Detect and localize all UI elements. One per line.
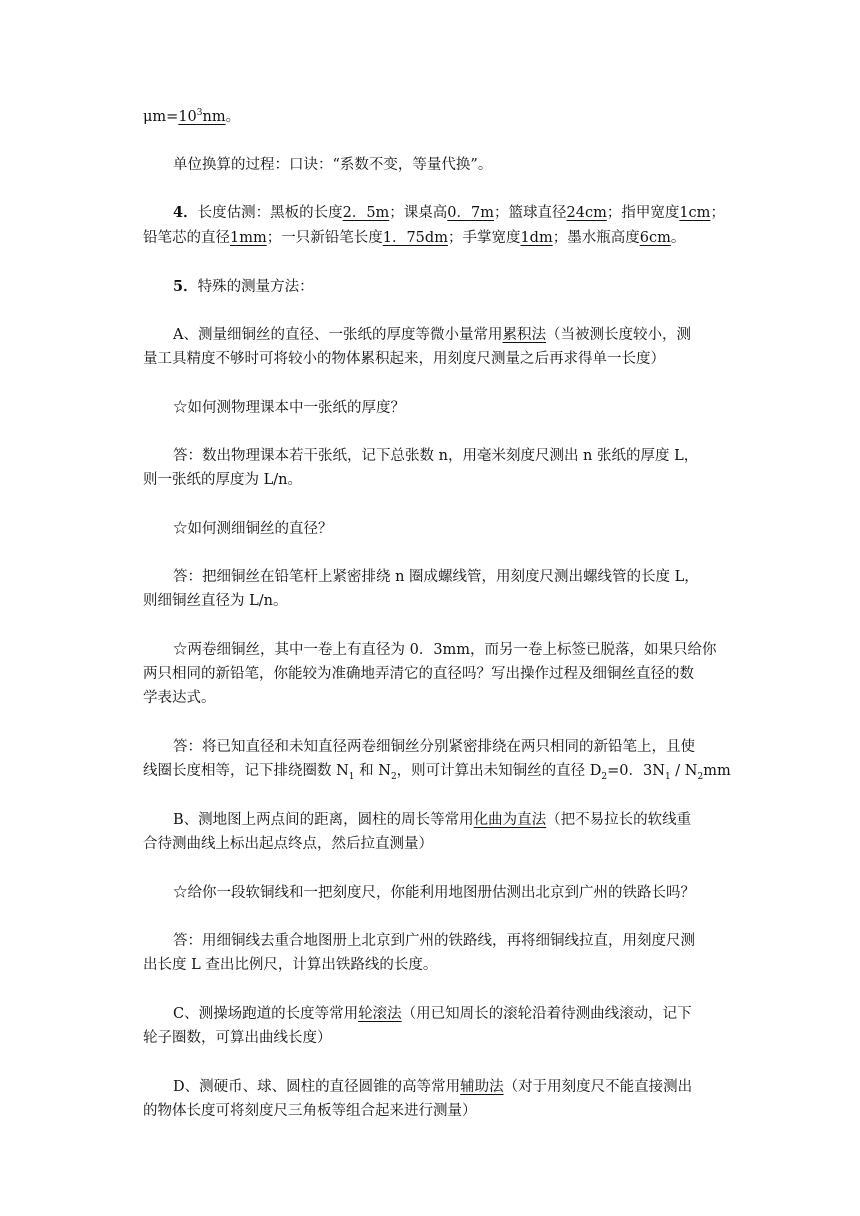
section-number: 4． — [173, 204, 198, 221]
conversion-tip: 单位换算的过程：口诀：“系数不变，等量代换”。 — [173, 157, 493, 173]
answer-blank: 2．5m — [342, 205, 390, 221]
section-number: 5． — [173, 278, 198, 295]
method-c-line-1: C、测操场跑道的长度等常用轮滚法（用已知周长的滚轮沿着待测曲线滚动，记下 — [173, 1006, 692, 1022]
answer-two-wires-line-1: 答：将已知直径和未知直径两卷细铜丝分别紧密排绕在两只相同的新铅笔上，且使 — [173, 739, 695, 755]
method-name: 累积法 — [502, 327, 546, 343]
method-b-line-1: B、测地图上两点间的距离，圆柱的周长等常用化曲为直法（把不易拉长的软线重 — [173, 812, 692, 828]
section-5-heading: 5．特殊的测量方法： — [173, 278, 314, 295]
unit-text: μm= — [143, 109, 179, 125]
question-two-wires-line-1: ☆两卷细铜丝，其中一卷上有直径为 0．3mm，而另一卷上标签已脱落，如果只给你 — [173, 642, 717, 658]
method-d-line-1: D、测硬币、球、圆柱的直径圆锥的高等常用辅助法（对于用刻度尺不能直接测出 — [173, 1079, 693, 1095]
method-a-line-2: 量工具精度不够时可将较小的物体累积起来，用刻度尺测量之后再求得单一长度） — [143, 351, 665, 367]
answer-wire-line-2: 则细铜丝直径为 L/n。 — [143, 593, 288, 609]
method-name: 辅助法 — [460, 1079, 504, 1095]
question-two-wires-line-2: 两只相同的新铅笔，你能较为准确地弄清它的直径吗？写出操作过程及细铜丝直径的数 — [143, 666, 694, 682]
method-c-line-2: 轮子圈数，可算出曲线长度） — [143, 1030, 332, 1046]
answer-railway-line-2: 出长度 L 查出比例尺，计算出铁路线的长度。 — [143, 957, 438, 973]
answer-blank: 24cm — [566, 205, 607, 221]
answer-paper-line-2: 则一张纸的厚度为 L/n。 — [143, 472, 302, 488]
question-two-wires-line-3: 学表达式。 — [143, 690, 216, 706]
method-d-line-2: 的物体长度可将刻度尺三角板等组合起来进行测量） — [143, 1103, 477, 1119]
question-paper-thickness: ☆如何测物理课本中一张纸的厚度？ — [173, 400, 405, 416]
unit-line: $\mu m=10^3nm$。 — [143, 108, 241, 125]
answer-blank: 0．7m — [447, 205, 494, 221]
answer-paper-line-1: 答：数出物理课本若干张纸，记下总张数 n，用毫米刻度尺测出 n 张纸的厚度 L， — [173, 448, 699, 464]
section-4-line-1: 4．长度估测：黑板的长度2．5m；课桌高0．7m；篮球直径24cm；指甲宽度1cm； — [173, 204, 725, 221]
question-railway-length: ☆给你一段软铜线和一把刻度尺，你能利用地图册估测出北京到广州的铁路长吗？ — [173, 885, 695, 901]
answer-two-wires-line-2: 线圈长度相等，记下排绕圈数 $N_1$ 和 $N_2$，则可计算出未知铜丝的直径 $D_2=0$．$3N_1 / N_2mm$ — [143, 763, 731, 782]
answer-blank: 1．75dm — [382, 230, 448, 246]
method-a-line-1: A、测量细铜丝的直径、一张纸的厚度等微小量常用累积法（当被测长度较小，测 — [173, 327, 691, 343]
answer-blank: 6cm — [639, 230, 671, 246]
method-name: 轮滚法 — [358, 1006, 402, 1022]
answer-blank: 1mm — [230, 230, 267, 246]
answer-wire-line-1: 答：把细铜丝在铅笔杆上紧密排绕 n 圈成螺线管，用刻度尺测出螺线管的长度 L， — [173, 569, 699, 585]
method-b-line-2: 合待测曲线上标出起点终点，然后拉直测量） — [143, 836, 433, 852]
unit-power: $10^3nm$ — [178, 108, 226, 125]
section-4-line-2: 铅笔芯的直径1mm；一只新铅笔长度1．75dm；手掌宽度1dm；墨水瓶高度6cm。 — [143, 230, 686, 246]
answer-blank: 1dm — [520, 230, 553, 246]
question-wire-diameter: ☆如何测细铜丝的直径？ — [173, 521, 333, 537]
answer-blank: 1cm — [679, 205, 711, 221]
method-name: 化曲为直法 — [473, 812, 547, 828]
answer-railway-line-1: 答：用细铜线去重合地图册上北京到广州的铁路线，再将细铜线拉直，用刻度尺测 — [173, 933, 695, 949]
